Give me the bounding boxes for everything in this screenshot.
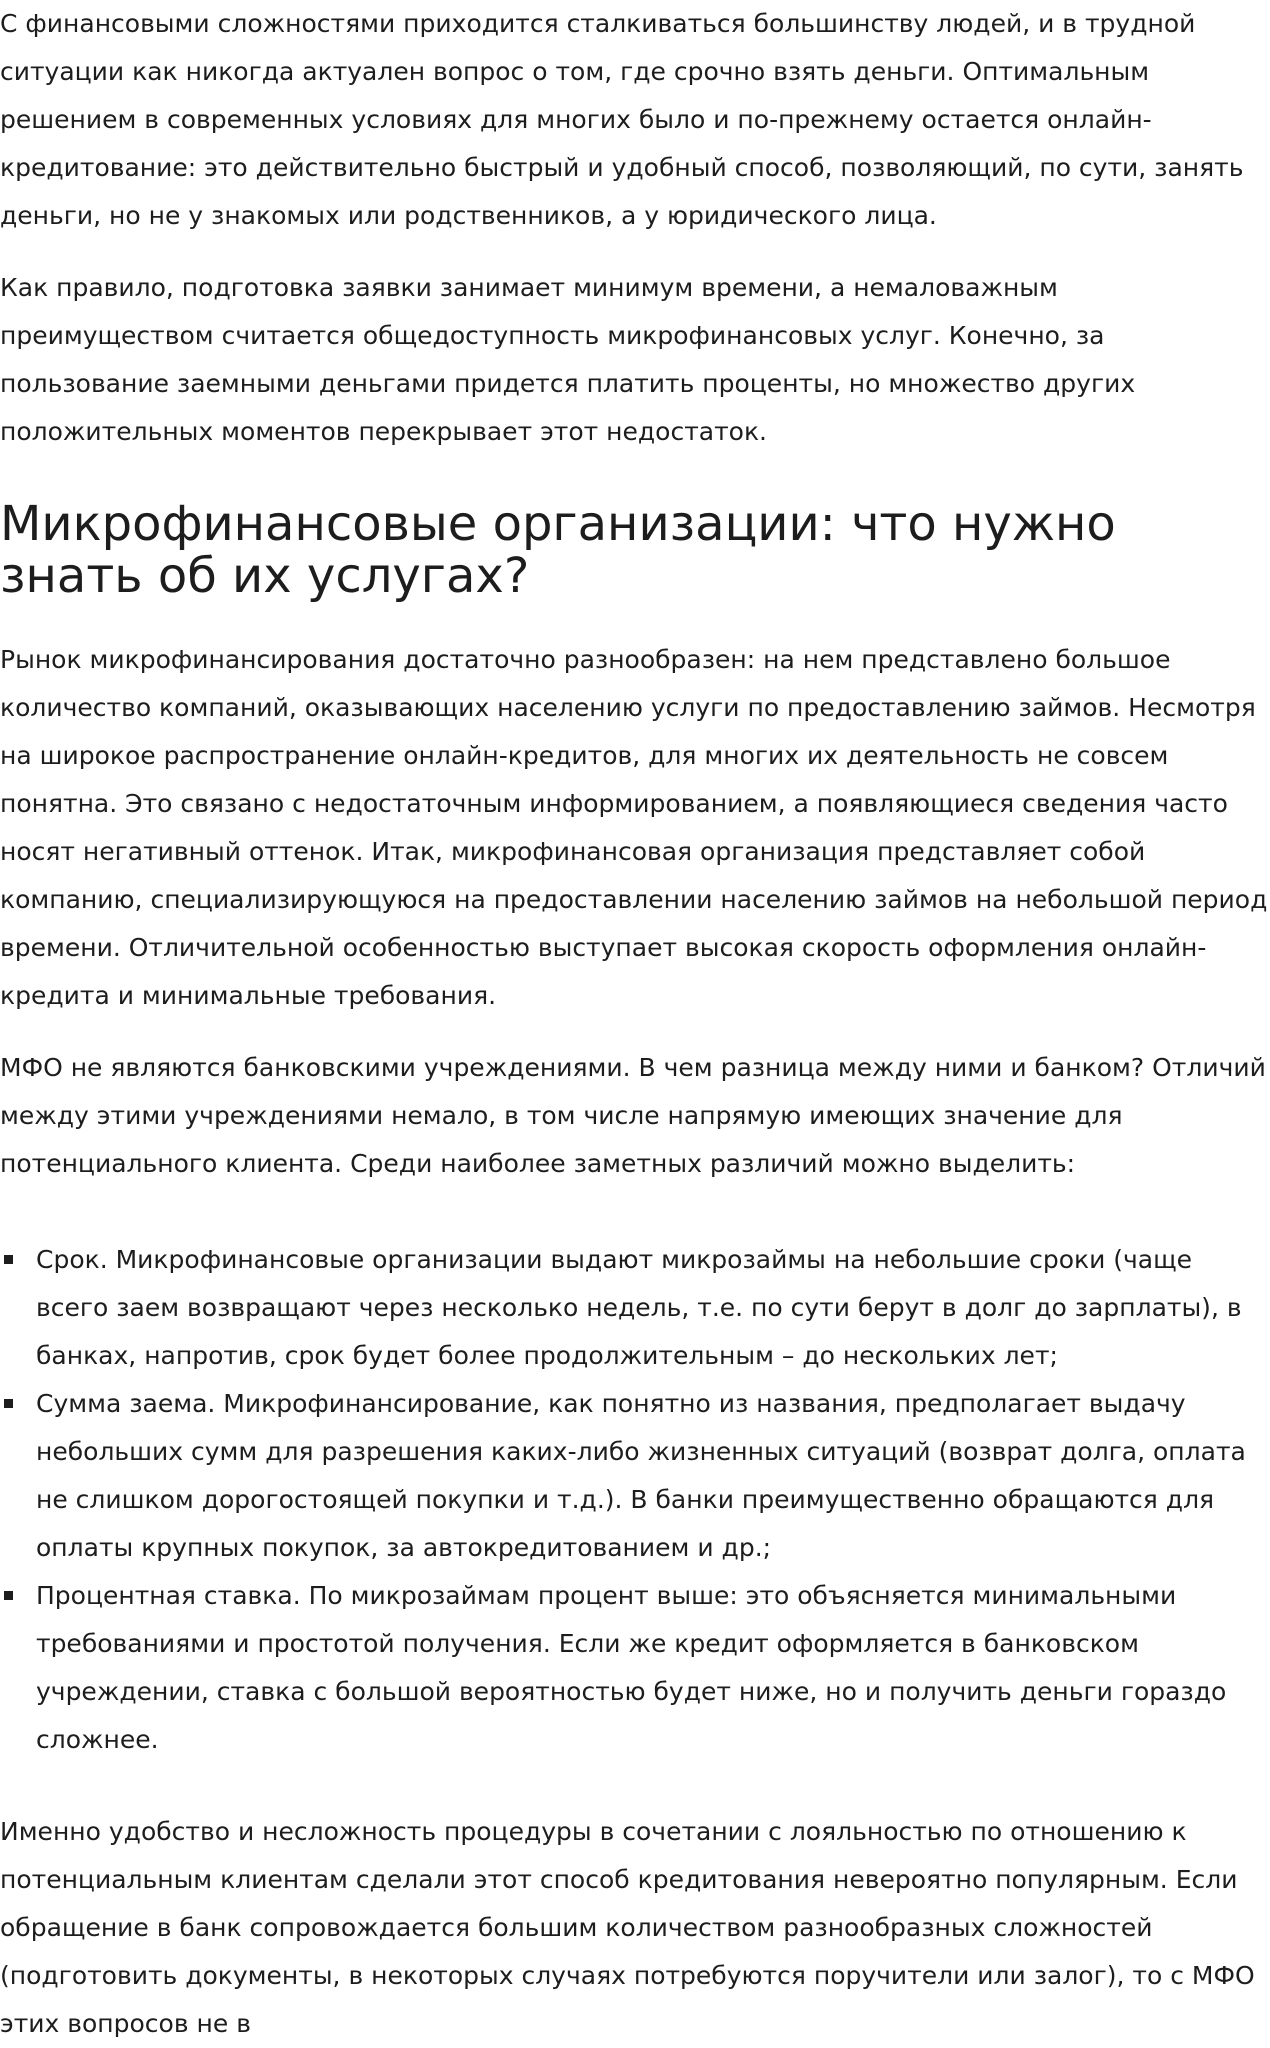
- list-item: [0, 1236, 1268, 1380]
- square-bullet-icon: [4, 1255, 13, 1264]
- intro-paragraph: С финансовыми сложностями приходится сталкиваться большинству людей, и в трудной ситуации как никогда актуален вопрос о том, где срочно взять деньги. Оптимальным решением в современных условиях для многих было и по-прежнему остается онлайн-кредитование: это действительно быстрый и удобный способ, позволяющий, по сути, занять деньги, но не у знакомых или родственников, а у юридического лица.: [0, 9, 1244, 230]
- section-heading: Микрофинансовые организации: что нужно знать об их услугах?: [0, 496, 1116, 604]
- intro-paragraph: Как правило, подготовка заявки занимает минимум времени, а немаловажным преимуществом считается общедоступность микрофинансовых услуг. Конечно, за пользование заемными деньгами придется платить проценты, но множество других положительных моментов перекрывает этот недостаток.: [0, 273, 1136, 446]
- differences-list: [0, 1236, 1268, 1764]
- list-item-text: Процентная ставка. По микрозаймам процент выше: это объясняется минимальными требованиями и простотой получения. Если же кредит оформляется в банковском учреждении, ставка с большой вероятностью будет ниже, но и получить деньги гораздо сложнее.: [36, 1581, 1227, 1754]
- body-paragraph: Рынок микрофинансирования достаточно разнообразен: на нем представлено большое количество компаний, оказывающих населению услуги по предоставлению займов. Несмотря на широкое распространение онлайн-кредитов, для многих их деятельность не совсем понятна. Это связано с недостаточным информированием, а появляющиеся сведения часто носят негативный оттенок. Итак, микрофинансовая организация представляет собой компанию, специализирующуюся на предоставлении населению займов на небольшой период времени. Отличительной особенностью выступает высокая скорость оформления онлайн-кредита и минимальные требования.: [0, 645, 1268, 1010]
- square-bullet-icon: [4, 1591, 13, 1600]
- list-item: [0, 1572, 1268, 1764]
- closing-paragraph: Именно удобство и несложность процедуры в сочетании с лояльностью по отношению к потенциальным клиентам сделали этот способ кредитования невероятно популярным. Если обращение в банк сопровождается большим количеством разнообразных сложностей (подготовить документы, в некоторых случаях потребуются поручители или залог), то с МФО этих вопросов не в: [0, 1817, 1255, 2038]
- body-paragraph: МФО не являются банковскими учреждениями. В чем разница между ними и банком? Отличий между этими учреждениями немало, в том числе напрямую имеющих значение для потенциального клиента. Среди наиболее заметных различий можно выделить:: [0, 1053, 1266, 1178]
- list-item-text: Срок. Микрофинансовые организации выдают микрозаймы на небольшие сроки (чаще всего заем возвращают через несколько недель, т.е. по сути берут в долг до зарплаты), в банках, напротив, срок будет более продолжительным – до нескольких лет;: [36, 1245, 1242, 1370]
- list-item-text: Сумма заема. Микрофинансирование, как понятно из названия, предполагает выдачу небольших сумм для разрешения каких-либо жизненных ситуаций (возврат долга, оплата не слишком дорогостоящей покупки и т.д.). В банки преимущественно обращаются для оплаты крупных покупок, за автокредитованием и др.;: [36, 1389, 1246, 1562]
- list-item: [0, 1380, 1268, 1572]
- square-bullet-icon: [4, 1399, 13, 1408]
